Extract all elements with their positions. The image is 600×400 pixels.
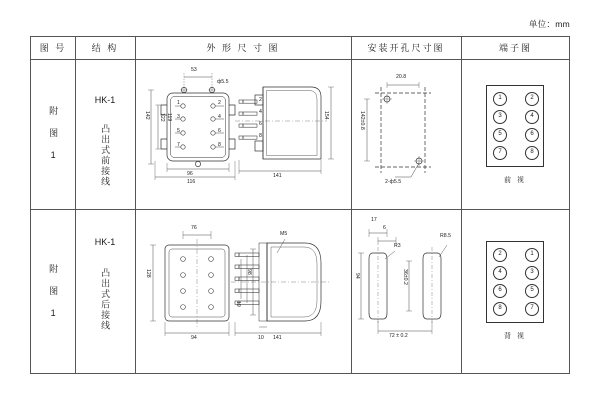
row1-terminal-4[interactable]: 4 <box>525 110 539 124</box>
row1-dim-side-height: 154 <box>323 111 329 120</box>
spec-table <box>30 36 570 374</box>
row2-terminal-5[interactable]: 5 <box>525 284 539 298</box>
row1-terminal-diagram <box>461 59 570 209</box>
row1-outline-drawing <box>135 59 351 209</box>
row2-terminal-3[interactable]: 3 <box>525 266 539 280</box>
row2-terminal-8[interactable]: 8 <box>493 302 507 316</box>
row2-mount-radius: R8.5 <box>440 233 451 239</box>
row1-side-pin-4: 4 <box>259 109 262 115</box>
row1-terminal-3[interactable]: 3 <box>493 110 507 124</box>
row2-mount-dim-17: 17 <box>371 217 377 223</box>
row1-terminal-7[interactable]: 7 <box>493 146 507 160</box>
row2-mounting-drawing <box>351 209 461 374</box>
row2-drawing-no: 附 图 1 <box>48 263 59 320</box>
row1-dim-side-depth: 141 <box>273 173 282 179</box>
row2-terminal-caption: 背 视 <box>504 333 526 340</box>
row1-terminal-8[interactable]: 8 <box>525 146 539 160</box>
row2-terminal-6[interactable]: 6 <box>493 284 507 298</box>
row1-terminal-2[interactable]: 2 <box>525 92 539 106</box>
row1-dim-inner-width: 96 <box>187 171 193 177</box>
row1-mount-hole-note: 2-ф5.5 <box>385 179 402 185</box>
row1-pin-label-5: 5 <box>177 128 180 134</box>
row2-dim-thread: M5 <box>280 231 288 237</box>
row2-mount-dim-36: 36±0.2 <box>402 269 408 285</box>
row1-dim-overall-width: 116 <box>187 179 196 185</box>
row1-mount-v-dim: 142±0.8 <box>359 111 365 130</box>
row2-structure-desc: 凸出式后接线 <box>100 268 111 331</box>
header-drawing-no: 图 号 <box>39 43 67 53</box>
row2-outline-drawing <box>135 209 351 374</box>
row1-pin-label-7: 7 <box>177 142 180 148</box>
row1-side-pin-6: 6 <box>259 121 262 127</box>
row2-mount-dim-R3: R3 <box>394 243 401 249</box>
row2-terminal-diagram <box>461 209 570 374</box>
row2-mount-bottom-dim: 72 ± 0.2 <box>389 333 408 339</box>
row1-pin-label-6: 6 <box>218 128 221 134</box>
row1-mount-h-dim: 20.8 <box>396 74 407 80</box>
row2-structure-model: HK-1 <box>94 237 116 247</box>
row1-pin-label-8: 8 <box>218 142 221 148</box>
row2-terminal-2[interactable]: 2 <box>493 248 507 262</box>
header-structure: 结 构 <box>91 43 119 53</box>
row2-dim-top-width: 76 <box>191 225 197 231</box>
row1-terminal-1[interactable]: 1 <box>493 92 507 106</box>
row1-pin-label-2: 2 <box>218 100 221 106</box>
row1-terminal-5[interactable]: 5 <box>493 128 507 142</box>
row1-structure-desc: 凸出式前接线 <box>100 123 111 187</box>
row2-dim-bottom-width: 94 <box>191 335 197 341</box>
row1-dim-height-119: 119 <box>166 113 172 122</box>
row1-pin-label-4: 4 <box>218 114 221 120</box>
row2-dim-side-depth: 141 <box>273 335 282 341</box>
row1-terminal-caption: 前 视 <box>504 177 526 184</box>
row1-mounting-drawing <box>351 59 461 209</box>
row1-drawing-no: 附 图 1 <box>48 106 59 162</box>
unit-note: 单位：mm <box>528 19 570 29</box>
row2-terminal-7[interactable]: 7 <box>525 302 539 316</box>
row1-pin-label-3: 3 <box>177 114 180 120</box>
row2-dim-height-128: 128 <box>145 269 151 278</box>
row1-terminal-6[interactable]: 6 <box>525 128 539 142</box>
row2-dim-19: 19 <box>235 301 241 307</box>
row1-dim-hole-dia: ф5.5 <box>217 79 229 85</box>
header-outline: 外 形 尺 寸 图 <box>206 43 280 53</box>
row2-dim-side-thick: 10 <box>258 335 264 341</box>
row2-terminal-4[interactable]: 4 <box>493 266 507 280</box>
row1-structure-model: HK-1 <box>94 95 116 105</box>
row1-side-pin-2: 2 <box>259 97 262 103</box>
row2-mount-dim-94: 94 <box>354 273 360 279</box>
header-mounting: 安装开孔尺寸图 <box>367 43 445 53</box>
row1-dim-height-122: 122 <box>159 113 165 122</box>
row2-mount-dim-6: 6 <box>383 225 386 231</box>
row1-pin-label-1: 1 <box>177 100 180 106</box>
header-terminal: 端子图 <box>498 43 532 53</box>
row1-dim-top-width: 53 <box>191 67 197 73</box>
row1-dim-height-142: 142 <box>144 111 150 120</box>
row2-terminal-1[interactable]: 1 <box>525 248 539 262</box>
row2-dim-side-height: 98 <box>246 269 252 275</box>
row1-side-pin-8: 8 <box>259 133 262 139</box>
